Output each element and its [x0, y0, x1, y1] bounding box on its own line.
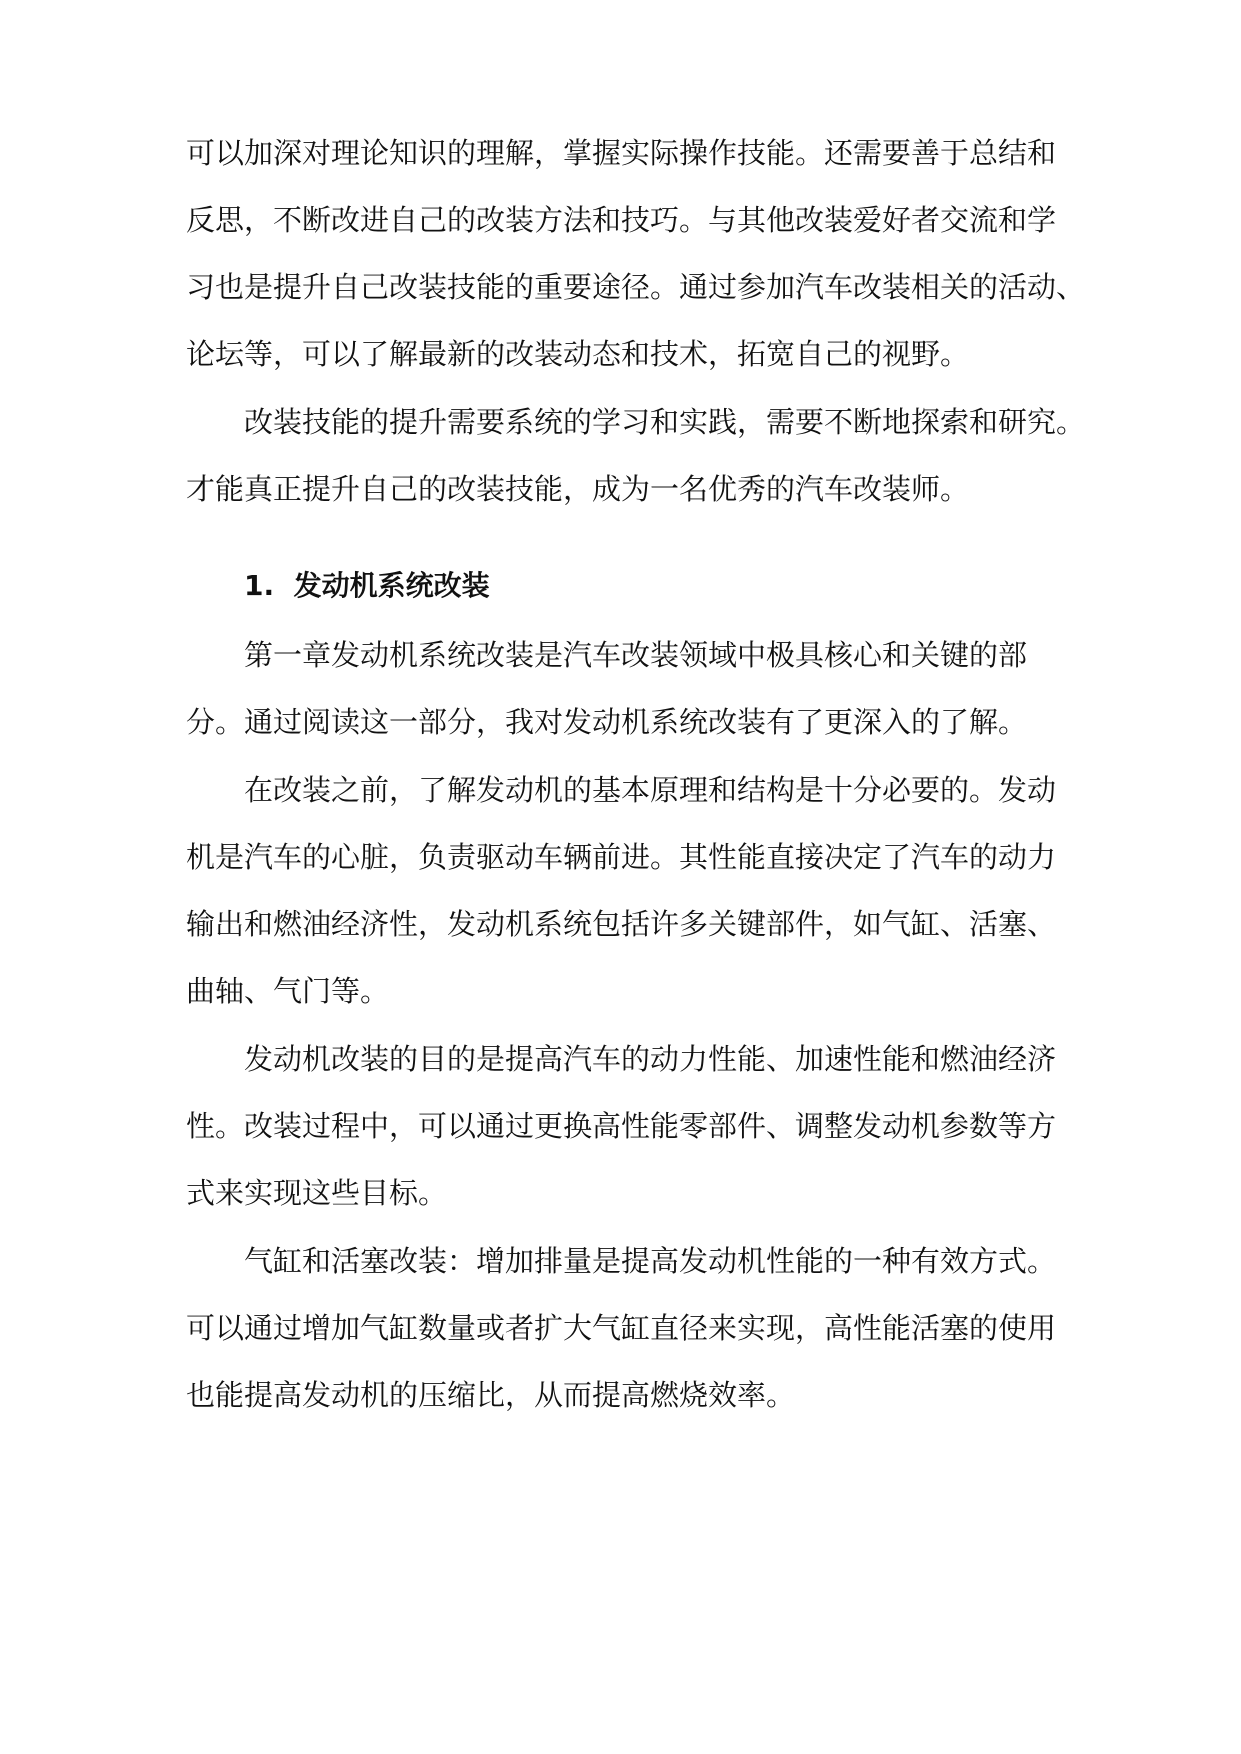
- paragraph-line: 式来实现这些目标。: [186, 1176, 448, 1210]
- paragraph-line: 习也是提升自己改装技能的重要途径。通过参加汽车改装相关的活动、: [186, 270, 1086, 304]
- paragraph-line: 发动机改装的目的是提高汽车的动力性能、加速性能和燃油经济: [244, 1042, 1057, 1076]
- paragraph-line: 也能提高发动机的压缩比，从而提高燃烧效率。: [186, 1378, 796, 1412]
- section-number: 1.: [244, 569, 275, 602]
- section-title: 发动机系统改装: [293, 569, 490, 602]
- paragraph-line: 论坛等，可以了解最新的改装动态和技术，拓宽自己的视野。: [186, 337, 970, 371]
- paragraph-line: 可以加深对理论知识的理解，掌握实际操作技能。还需要善于总结和: [186, 136, 1057, 170]
- paragraph-line: 第一章发动机系统改装是汽车改装领域中极具核心和关键的部: [244, 638, 1028, 672]
- paragraph-line: 分。通过阅读这一部分，我对发动机系统改装有了更深入的了解。: [186, 705, 1028, 739]
- paragraph-line: 性。改装过程中，可以通过更换高性能零部件、调整发动机参数等方: [186, 1109, 1057, 1143]
- paragraph-line: 在改装之前，了解发动机的基本原理和结构是十分必要的。发动: [244, 773, 1057, 807]
- paragraph-line: 才能真正提升自己的改装技能，成为一名优秀的汽车改装师。: [186, 472, 970, 506]
- section-heading: [244, 566, 490, 606]
- paragraph-line: 可以通过增加气缸数量或者扩大气缸直径来实现，高性能活塞的使用: [186, 1311, 1057, 1345]
- paragraph-line: 曲轴、气门等。: [186, 974, 390, 1008]
- paragraph-line: 机是汽车的心脏，负责驱动车辆前进。其性能直接决定了汽车的动力: [186, 840, 1057, 874]
- paragraph-line: 改装技能的提升需要系统的学习和实践，需要不断地探索和研究。: [244, 405, 1086, 439]
- paragraph-line: 气缸和活塞改装：增加排量是提高发动机性能的一种有效方式。: [244, 1244, 1057, 1278]
- paragraph-line: 反思，不断改进自己的改装方法和技巧。与其他改装爱好者交流和学: [186, 203, 1057, 237]
- paragraph-line: 输出和燃油经济性，发动机系统包括许多关键部件，如气缸、活塞、: [186, 907, 1057, 941]
